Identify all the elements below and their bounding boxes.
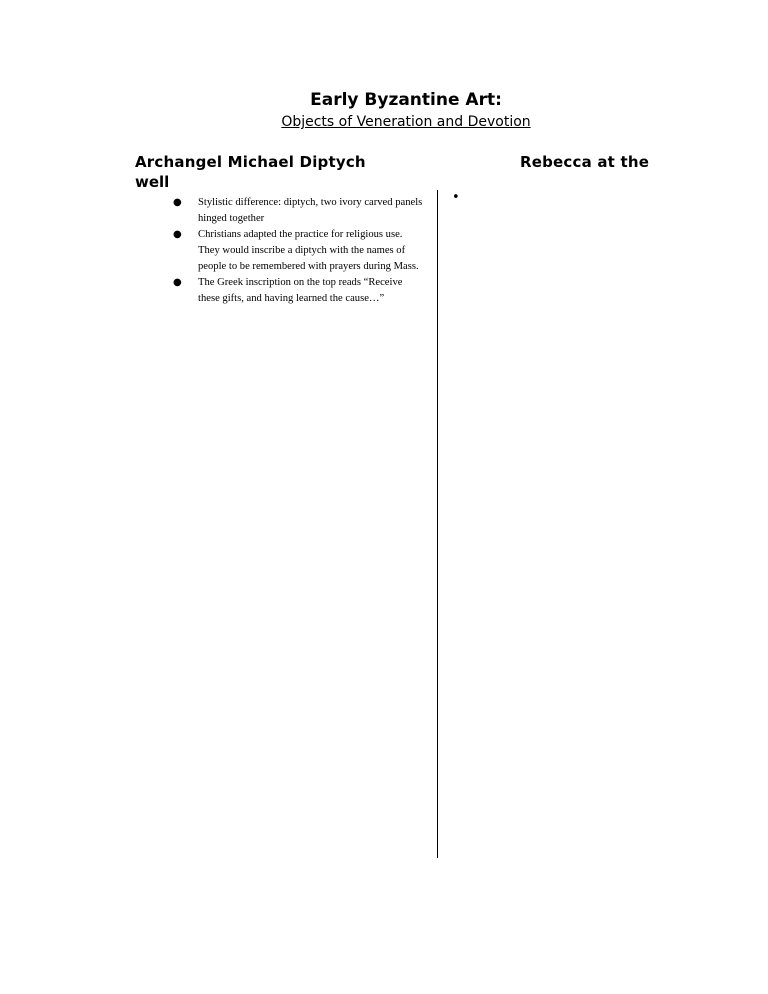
left-column-bullet-list: [172, 195, 424, 307]
document-subtitle: Objects of Veneration and Devotion: [281, 114, 531, 130]
bullet-text: The Greek inscription on the top reads “Receive these gifts, and having learned the cause…”: [198, 277, 403, 304]
list-item: [172, 195, 424, 227]
list-item: [172, 227, 424, 275]
bullet-icon: ●: [173, 277, 182, 288]
bullet-icon: ●: [173, 229, 182, 240]
bullet-text: Stylistic difference: diptych, two ivory carved panels hinged together: [198, 197, 423, 224]
list-item: [172, 275, 424, 307]
column-divider: [437, 190, 438, 858]
right-column-heading: Rebecca at the: [520, 153, 650, 171]
bullet-text: Christians adapted the practice for religious use. They would inscribe a diptych with the names of people to be remembered with prayers during Mass.: [198, 229, 419, 272]
bullet-icon: ●: [173, 197, 182, 208]
left-column-heading: Archangel Michael Diptych: [135, 153, 366, 171]
left-column-heading-continuation: well: [135, 173, 170, 191]
right-column-empty-bullet: •: [452, 190, 460, 205]
document-title: Early Byzantine Art:: [310, 90, 502, 110]
